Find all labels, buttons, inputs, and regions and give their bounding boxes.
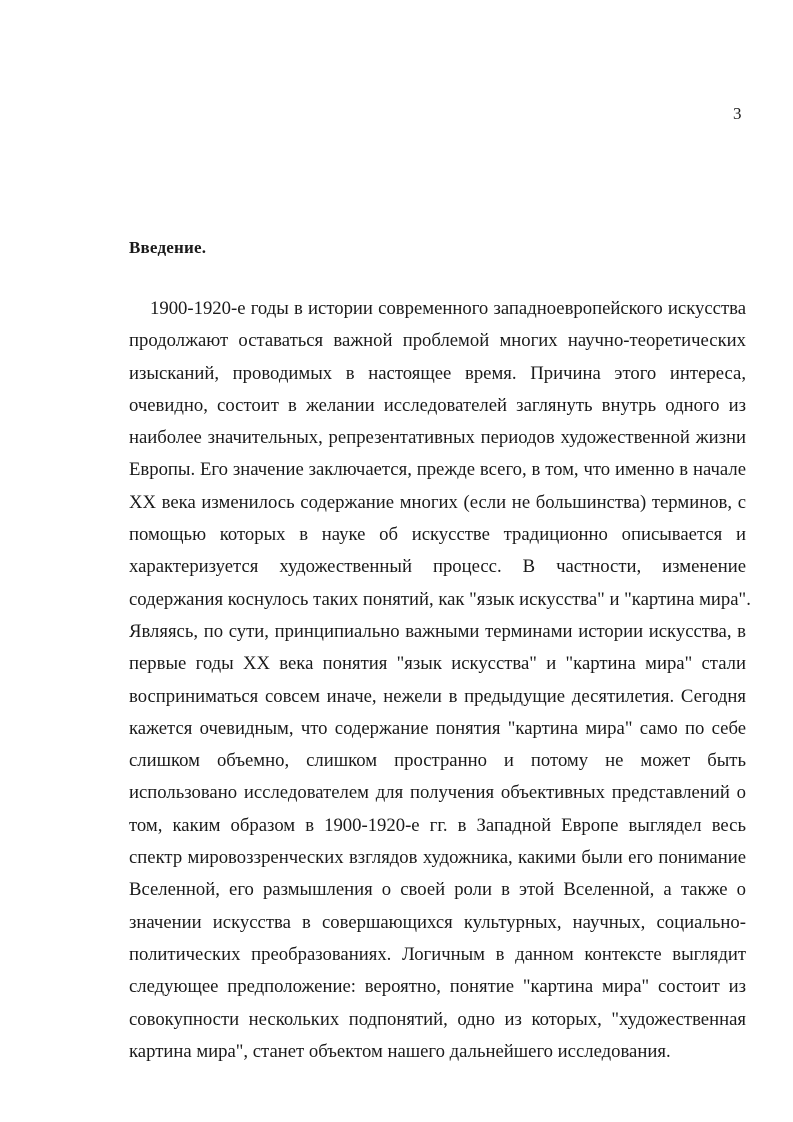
paragraph-line: спектр мировоззренческих взглядов художника, какими были его понимание (129, 847, 746, 869)
section-heading: Введение. (129, 238, 207, 257)
paragraph-line: значении искусства в совершающихся культурных, научных, социально- (129, 911, 746, 933)
paragraph-line: помощью которых в науке об искусстве традиционно описывается и (129, 524, 746, 546)
paragraph-line: Европы. Его значение заключается, прежде всего, в том, что именно в начале (129, 459, 746, 481)
paragraph-line: характеризуется художественный процесс. В частности, изменение (129, 556, 746, 578)
paragraph-line: кажется очевидным, что содержание понятия "картина мира" само по себе (129, 717, 746, 739)
paragraph-line: использовано исследователем для получения объективных представлений о (129, 782, 746, 804)
paragraph-line: Вселенной, его размышления о своей роли в этой Вселенной, а также о (129, 879, 746, 901)
paragraph-line: восприниматься совсем иначе, нежели в предыдущие десятилетия. Сегодня (129, 685, 746, 707)
paragraph-line: изысканий, проводимых в настоящее время. Причина этого интереса, (129, 362, 746, 384)
paragraph-line: Являясь, по сути, принципиально важными терминами истории искусства, в (129, 620, 746, 642)
paragraph-line: содержания коснулось таких понятий, как "язык искусства" и "картина мира". (129, 588, 751, 610)
paragraph-line: том, каким образом в 1900-1920-е гг. в Западной Европе выглядел весь (129, 814, 746, 836)
paragraph-line: очевидно, состоит в желании исследователей заглянуть внутрь одного из (129, 394, 746, 416)
paragraph-line: 1900-1920-е годы в истории современного западноевропейского искусства (150, 298, 746, 319)
paragraph-line: совокупности нескольких подпонятий, одно из которых, "художественная (129, 1008, 746, 1030)
paragraph (129, 293, 751, 1068)
paragraph-line: картина мира", станет объектом нашего дальнейшего исследования. (129, 1040, 671, 1062)
paragraph-line: следующее предположение: вероятно, понятие "картина мира" состоит из (129, 976, 746, 998)
paragraph-line: наиболее значительных, репрезентативных периодов художественной жизни (129, 427, 746, 449)
page-number: 3 (733, 104, 742, 123)
paragraph-line: XX века изменилось содержание многих (если не большинства) терминов, с (129, 491, 746, 513)
paragraph-line: продолжают оставаться важной проблемой многих научно-теоретических (129, 330, 746, 352)
paragraph-line: первые годы XX века понятия "язык искусства" и "картина мира" стали (129, 653, 746, 675)
paragraph-line: политических преобразованиях. Логичным в данном контексте выглядит (129, 943, 746, 965)
paragraph-line: слишком объемно, слишком пространно и потому не может быть (129, 750, 746, 772)
